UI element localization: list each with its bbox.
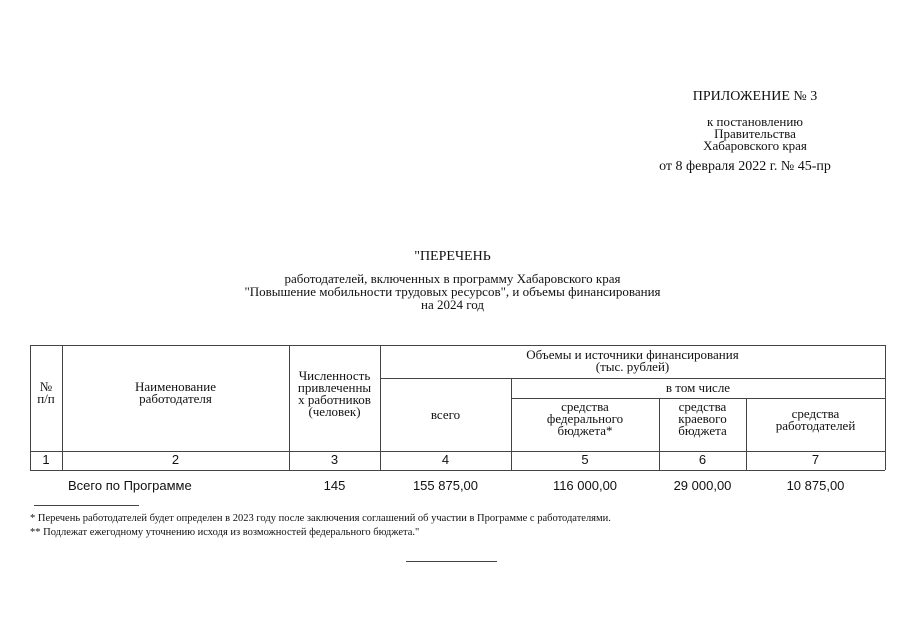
index-cell: 4 bbox=[441, 452, 450, 467]
table-index-row-bottom-border bbox=[30, 470, 885, 471]
appendix-government-line: Правительства bbox=[714, 126, 796, 141]
appendix-date-line: от 8 февраля 2022 г. № 45-пр bbox=[659, 159, 831, 174]
total-row-federal: 116 000,00 bbox=[552, 478, 618, 493]
index-cell: 5 bbox=[581, 452, 589, 467]
total-row-sum: 155 875,00 bbox=[412, 478, 479, 493]
index-cell: 2 bbox=[171, 452, 180, 467]
appendix-region-line: Хабаровского края bbox=[703, 138, 807, 153]
total-row-label: Всего по Программе bbox=[68, 478, 192, 493]
end-separator bbox=[406, 561, 497, 562]
funding-table bbox=[30, 345, 885, 471]
header-total: всего bbox=[430, 407, 461, 422]
footnote-2: ** Подлежат ежегодному уточнению исходя из возможностей федерального бюджета." bbox=[30, 527, 420, 538]
document-subtitle-line-3: на 2024 год bbox=[421, 297, 484, 312]
table-top-border bbox=[30, 345, 885, 346]
header-funding: Объемы и источники финансирования (тыс. рублей) bbox=[526, 347, 739, 374]
header-worker-count: Численность привлеченны х работников (человек) bbox=[297, 368, 372, 419]
document-subtitle-line-2: "Повышение мобильности трудовых ресурсов", и объемы финансирования bbox=[244, 284, 661, 299]
header-employer-name: Наименование работодателя bbox=[135, 379, 216, 406]
table-left-border bbox=[30, 345, 31, 470]
total-row-count: 145 bbox=[323, 478, 346, 493]
footnote-separator bbox=[34, 505, 139, 506]
index-cell: 7 bbox=[811, 452, 820, 467]
header-including: в том числе bbox=[665, 380, 731, 395]
table-header-bottom-border bbox=[30, 451, 885, 452]
header-federal-funds: средства федерального бюджета* bbox=[546, 399, 624, 438]
header-employer-funds: средства работодателей bbox=[775, 406, 856, 433]
appendix-resolution-line: к постановлению bbox=[706, 114, 804, 129]
document-title: "ПЕРЕЧЕНЬ bbox=[414, 249, 491, 264]
index-cell: 1 bbox=[42, 452, 50, 467]
total-row-employers: 10 875,00 bbox=[786, 478, 845, 493]
header-no: № п/п bbox=[37, 379, 55, 406]
header-regional-funds: средства краевого бюджета bbox=[678, 399, 727, 438]
footnote-1: * Перечень работодателей будет определен в 2023 году после заключения соглашений об участии в Программе с работодателями. bbox=[30, 513, 611, 524]
total-row-regional: 29 000,00 bbox=[673, 478, 732, 493]
index-cell: 3 bbox=[330, 452, 339, 467]
funding-header-divider bbox=[380, 378, 885, 379]
index-cell: 6 bbox=[698, 452, 707, 467]
col-divider-1 bbox=[62, 345, 63, 470]
appendix-title: ПРИЛОЖЕНИЕ № 3 bbox=[692, 89, 818, 104]
document-subtitle-line-1: работодателей, включенных в программу Хабаровского края bbox=[284, 271, 621, 286]
table-right-border bbox=[885, 345, 886, 470]
